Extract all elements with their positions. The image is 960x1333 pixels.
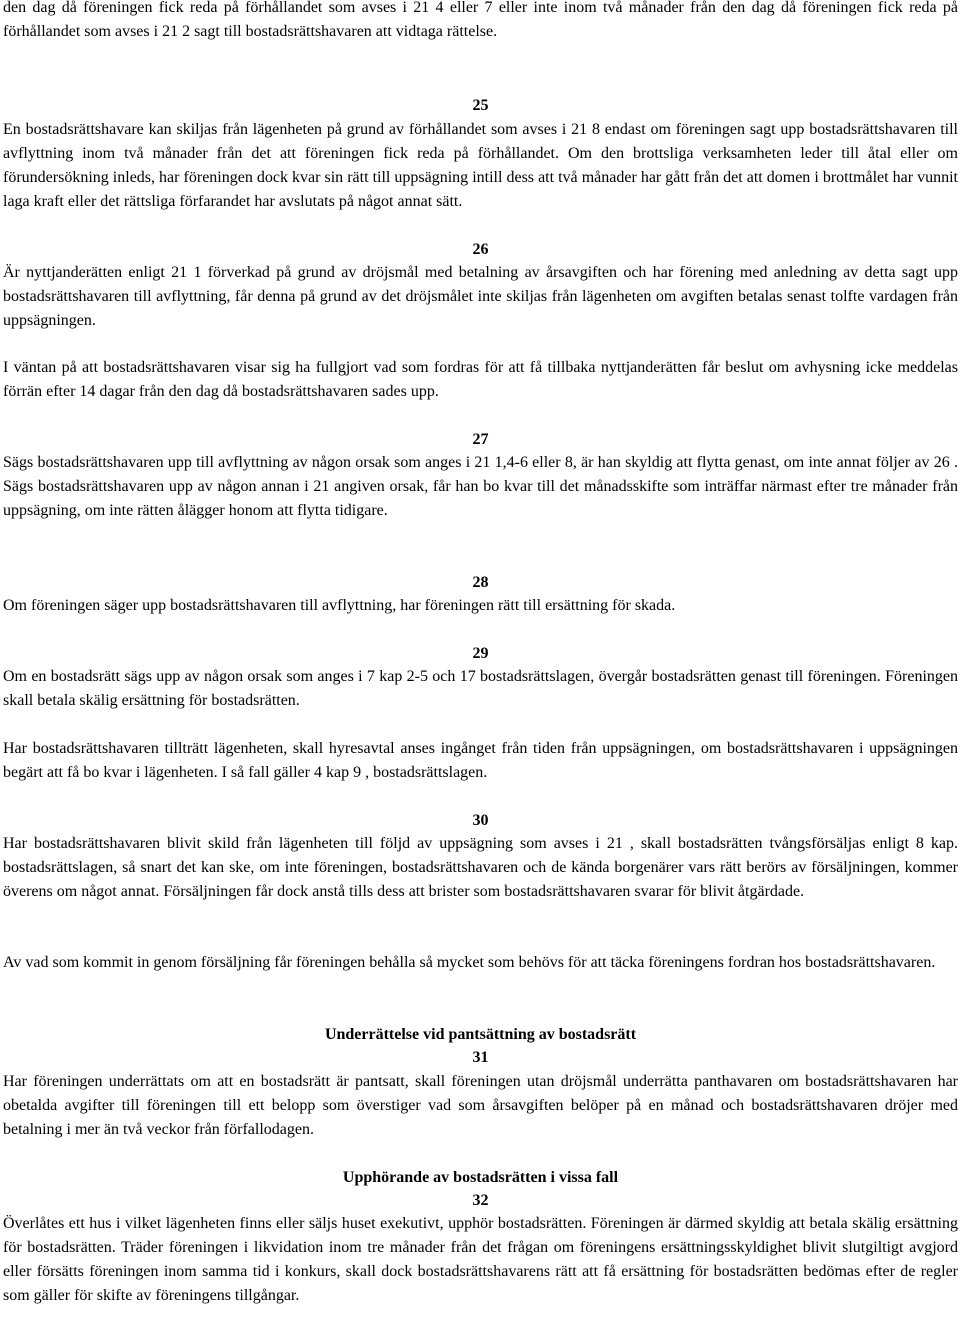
section-heading-28: 28 xyxy=(472,574,489,591)
section-heading-31: 31 xyxy=(472,1049,489,1066)
paragraph-28: Om föreningen säger upp bostadsrättshavaren till avflyttning, har föreningen rätt till ersättning för skada. xyxy=(3,597,676,614)
paragraph-30a: Har bostadsrättshavaren blivit skild från lägenheten till följd av uppsägning som avses i 21 , skall bostadsrätten tvångsförsäljas enligt 8 kap. bostadsrättslagen, så snart det kan ske, om inte föreningen, bostadsrättshavaren och de kända borgenärer vars rätt berörs av försäljningen, kommer överens om något annat. Försäljningen får dock anstå tills dess att brister som bostadsrättshavaren svarar för blivit åtgärdade. xyxy=(3,835,958,900)
paragraph-25: En bostadsrättshavare kan skiljas från lägenheten på grund av förhållandet som avses i 21 8 endast om föreningen sagt upp bostadsrättshavaren till avflyttning inom två månader från det att föreningen fick reda på förhållandet. Om den brottsliga verksamheten leder till åtal eller om förundersökning inleds, har föreningen dock kvar sin rätt till uppsägning intill dess att två månader har gått från det att domen i brottmålet har vunnit laga kraft eller det rättsliga förfarandet har avslutats på något annat sätt. xyxy=(3,121,958,210)
paragraph-26b: I väntan på att bostadsrättshavaren visar sig ha fullgjort vad som fordras för att få tillbaka nyttjanderätten får beslut om avhysning icke meddelas förrän efter 14 dagar från den dag då bostadsrättshavaren sades upp. xyxy=(3,359,958,400)
paragraph-intro: den dag då föreningen fick reda på förhållandet som avses i 21 4 eller 7 eller inte inom två månader från den dag då föreningen fick reda på förhållandet som avses i 21 2 sagt till bostadsrättshavaren att vidtaga rättelse. xyxy=(3,0,958,40)
section-heading-29: 29 xyxy=(472,645,489,662)
paragraph-29b: Har bostadsrättshavaren tillträtt lägenheten, skall hyresavtal anses ingånget från tiden från uppsägningen, om bostadsrättshavaren i uppsägningen begärt att få bo kvar i lägenheten. I så fall gäller 4 kap 9 , bostadsrättslagen. xyxy=(3,740,958,781)
paragraph-31: Har föreningen underrättats om att en bostadsrätt är pantsatt, skall föreningen utan dröjsmål underrätta panthavaren om bostadsrättshavaren har obetalda avgifter till föreningen till ett belopp som överstiger vad som årsavgiften belöper på en månad och bostadsrättshavaren dröjer med betalning i mer än två veckor från förfallodagen. xyxy=(3,1073,958,1138)
paragraph-27: Sägs bostadsrättshavaren upp till avflyttning av någon orsak som anges i 21 1,4-6 eller 8, är han skyldig att flytta genast, om inte annat följer av 26 . Sägs bostadsrättshavaren upp av någon annan i 21 angiven orsak, får han bo kvar till det månadsskifte som inträffar närmast efter tre månader från uppsägning, om inte rätten ålägger honom att flytta tidigare. xyxy=(3,454,958,519)
section-heading-32: 32 xyxy=(472,1192,489,1209)
paragraph-26a: Är nyttjanderätten enligt 21 1 förverkad på grund av dröjsmål med betalning av årsavgiften och har förening med anledning av detta sagt upp bostadsrättshavaren till avflyttning, får denna på grund av det dröjsmålet inte skiljas från lägenheten om avgiften betalas senast tolfte vardagen från uppsägningen. xyxy=(3,264,958,329)
chapter-title-pantsattning: Underrättelse vid pantsättning av bostadsrätt xyxy=(324,1026,637,1043)
section-heading-30: 30 xyxy=(472,812,489,829)
section-heading-25: 25 xyxy=(472,97,489,114)
paragraph-30b: Av vad som kommit in genom försäljning får föreningen behålla så mycket som behövs för att täcka föreningens fordran hos bostadsrättshavaren. xyxy=(3,954,936,971)
section-heading-27: 27 xyxy=(472,431,489,448)
chapter-title-upphorande: Upphörande av bostadsrätten i vissa fall xyxy=(342,1169,619,1186)
paragraph-29a: Om en bostadsrätt sägs upp av någon orsak som anges i 7 kap 2-5 och 17 bostadsrättslagen, övergår bostadsrätten genast till föreningen. Föreningen skall betala skälig ersättning för bostadsrätten. xyxy=(3,668,958,709)
section-heading-26: 26 xyxy=(472,241,489,258)
paragraph-32: Överlåtes ett hus i vilket lägenheten finns eller säljs huset exekutivt, upphör bostadsrätten. Föreningen är därmed skyldig att betala skälig ersättning för bostadsrätten. Träder föreningen i likvidation inom tre månader från det frågan om föreningens ersättningsskyldighet blivit slutgiltigt avgjord eller försätts föreningen inom samma tid i konkurs, skall dock bostadsrättshavarens rätt att få ersättning för bostadsrätten bedömas efter de regler som gäller för skifte av föreningens tillgångar. xyxy=(3,1215,958,1304)
